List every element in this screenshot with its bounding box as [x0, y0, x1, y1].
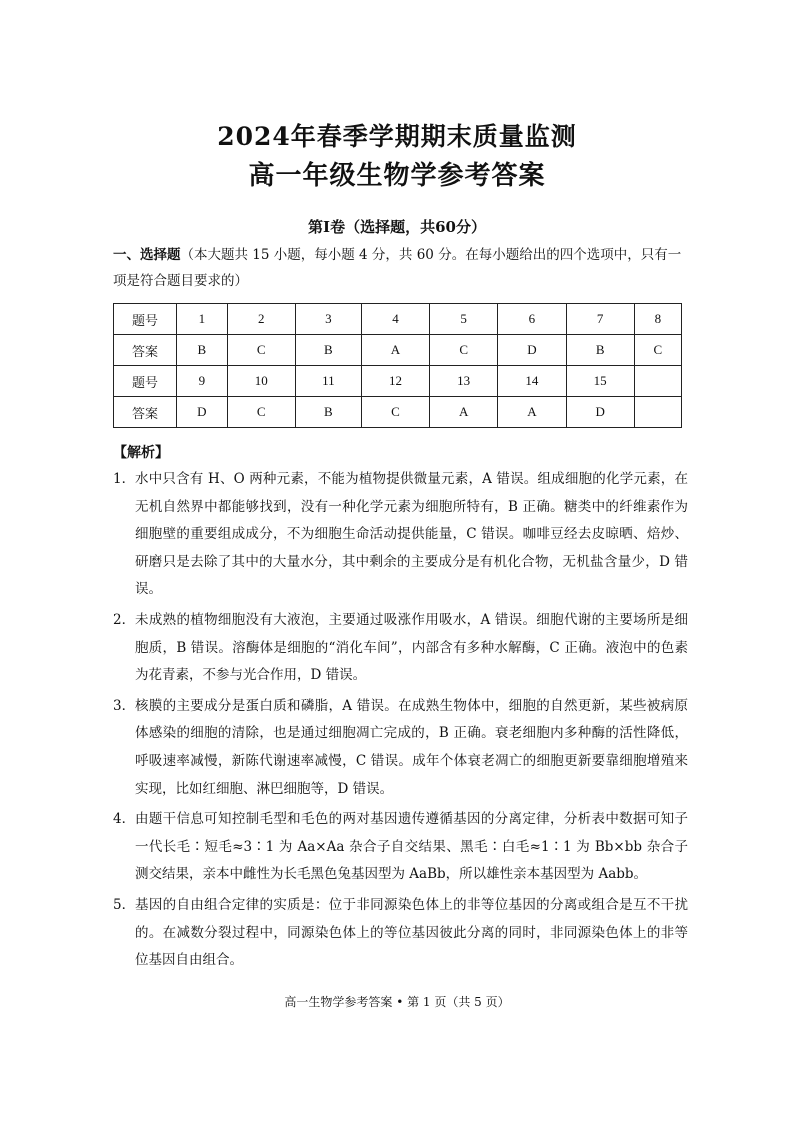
table-cell: D — [498, 335, 566, 366]
row-label-cell: 题号 — [114, 304, 177, 335]
item-number: 3． — [113, 697, 136, 714]
answer-table — [113, 303, 682, 428]
instructions-text: （本大题共 15 小题，每小题 4 分，共 60 分。在每小题给出的四个选项中，只有一项是符合题目要求的） — [113, 247, 682, 289]
table-row — [114, 397, 682, 428]
table-cell: C — [634, 335, 681, 366]
table-cell: B — [177, 335, 228, 366]
table-cell: 15 — [566, 366, 634, 397]
table-cell: C — [361, 397, 429, 428]
row-label-cell: 答案 — [114, 397, 177, 428]
table-cell: 5 — [430, 304, 498, 335]
table-cell: 11 — [295, 366, 361, 397]
table-row — [114, 304, 682, 335]
item-number: 4． — [113, 811, 136, 828]
table-cell — [634, 366, 681, 397]
table-cell: B — [295, 397, 361, 428]
table-cell: 4 — [361, 304, 429, 335]
table-row — [114, 366, 682, 397]
table-row — [114, 335, 682, 366]
analysis-item — [113, 892, 688, 975]
table-cell: A — [361, 335, 429, 366]
table-cell: 1 — [177, 304, 228, 335]
page-footer: 高一生物学参考答案 • 第 1 页（共 5 页） — [284, 995, 510, 1009]
item-text: 基因的自由组合定律的实质是：位于非同源染色体上的非等位基因的分离或组合是互不干扰的。在减数分裂过程中，同源染色体上的等位基因彼此分离的同时，非同源染色体上的非等位基因自由组合。 — [135, 896, 688, 969]
table-cell — [634, 397, 681, 428]
item-text: 由题干信息可知控制毛型和毛色的两对基因遗传遵循基因的分离定律，分析表中数据可知子一代长毛∶短毛≈3∶1 为 Aa×Aa 杂合子自交结果、黑毛∶白毛≈1∶1 为 Bb×bb 杂合子测交结果，亲本中雌性为长毛黑色兔基因型为 AaBb，所以雄性亲本基因型为 Aabb。 — [135, 811, 688, 883]
table-cell: 14 — [498, 366, 566, 397]
item-number: 2． — [113, 611, 136, 628]
table-cell: 9 — [177, 366, 228, 397]
table-cell: D — [566, 397, 634, 428]
table-cell: 2 — [227, 304, 295, 335]
table-cell: C — [227, 397, 295, 428]
table-cell: 7 — [566, 304, 634, 335]
document-subtitle: 高一年级生物学参考答案 — [248, 161, 546, 191]
table-cell: 3 — [295, 304, 361, 335]
item-text: 核膜的主要成分是蛋白质和磷脂，A 错误。在成熟生物体中，细胞的自然更新，某些被病原体感染的细胞的清除，也是通过细胞凋亡完成的，B 正确。衰老细胞内多种酶的活性降低，呼吸速率减慢，新陈代谢速率减慢，C 错误。成年个体衰老凋亡的细胞更新要靠细胞增殖来实现，比如红细胞、淋巴细胞等，D 错误。 — [135, 697, 688, 797]
table-cell: 6 — [498, 304, 566, 335]
part-label: 一、选择题 — [113, 247, 181, 263]
question-instructions — [113, 242, 685, 294]
table-cell: A — [498, 397, 566, 428]
item-text: 未成熟的植物细胞没有大液泡，主要通过吸涨作用吸水，A 错误。细胞代谢的主要场所是细胞质，B 错误。溶酶体是细胞的“消化车间”，内部含有多种水解酶，C 正确。液泡中的色素为花青素，不参与光合作用，D 错误。 — [135, 611, 688, 684]
row-label-cell: 答案 — [114, 335, 177, 366]
analysis-item — [113, 466, 688, 604]
table-cell: 8 — [634, 304, 681, 335]
table-cell: A — [430, 397, 498, 428]
table-cell: D — [177, 397, 228, 428]
section-heading-text: 第Ⅰ卷（选择题，共60分） — [308, 218, 486, 236]
table-cell: 12 — [361, 366, 429, 397]
analysis-item — [113, 806, 688, 889]
analysis-item — [113, 607, 688, 690]
table-cell: B — [295, 335, 361, 366]
table-cell: B — [566, 335, 634, 366]
analysis-item — [113, 693, 688, 803]
analysis-heading: 【解析】 — [113, 445, 169, 461]
table-cell: C — [430, 335, 498, 366]
item-number: 5． — [113, 896, 136, 913]
table-cell: 10 — [227, 366, 295, 397]
item-number: 1． — [113, 471, 136, 487]
section-heading — [0, 216, 794, 237]
document-title: 2024年春季学期期末质量监测 — [217, 122, 577, 151]
table-cell: 13 — [430, 366, 498, 397]
item-text: 水中只含有 H、O 两种元素，不能为植物提供微量元素，A 错误。组成细胞的化学元素，在无机自然界中都能够找到，没有一种化学元素为细胞所特有，B 正确。糖类中的纤维素作为细胞壁的重要组成成分，不为细胞生命活动提供能量，C 错误。咖啡豆经去皮晾晒、焙炒、研磨只是去除了其中的大量水分，其中剩余的主要成分是有机化合物，无机盐含量少，D 错误。 — [135, 471, 688, 598]
table-cell: C — [227, 335, 295, 366]
row-label-cell: 题号 — [114, 366, 177, 397]
analysis-list — [113, 466, 688, 978]
